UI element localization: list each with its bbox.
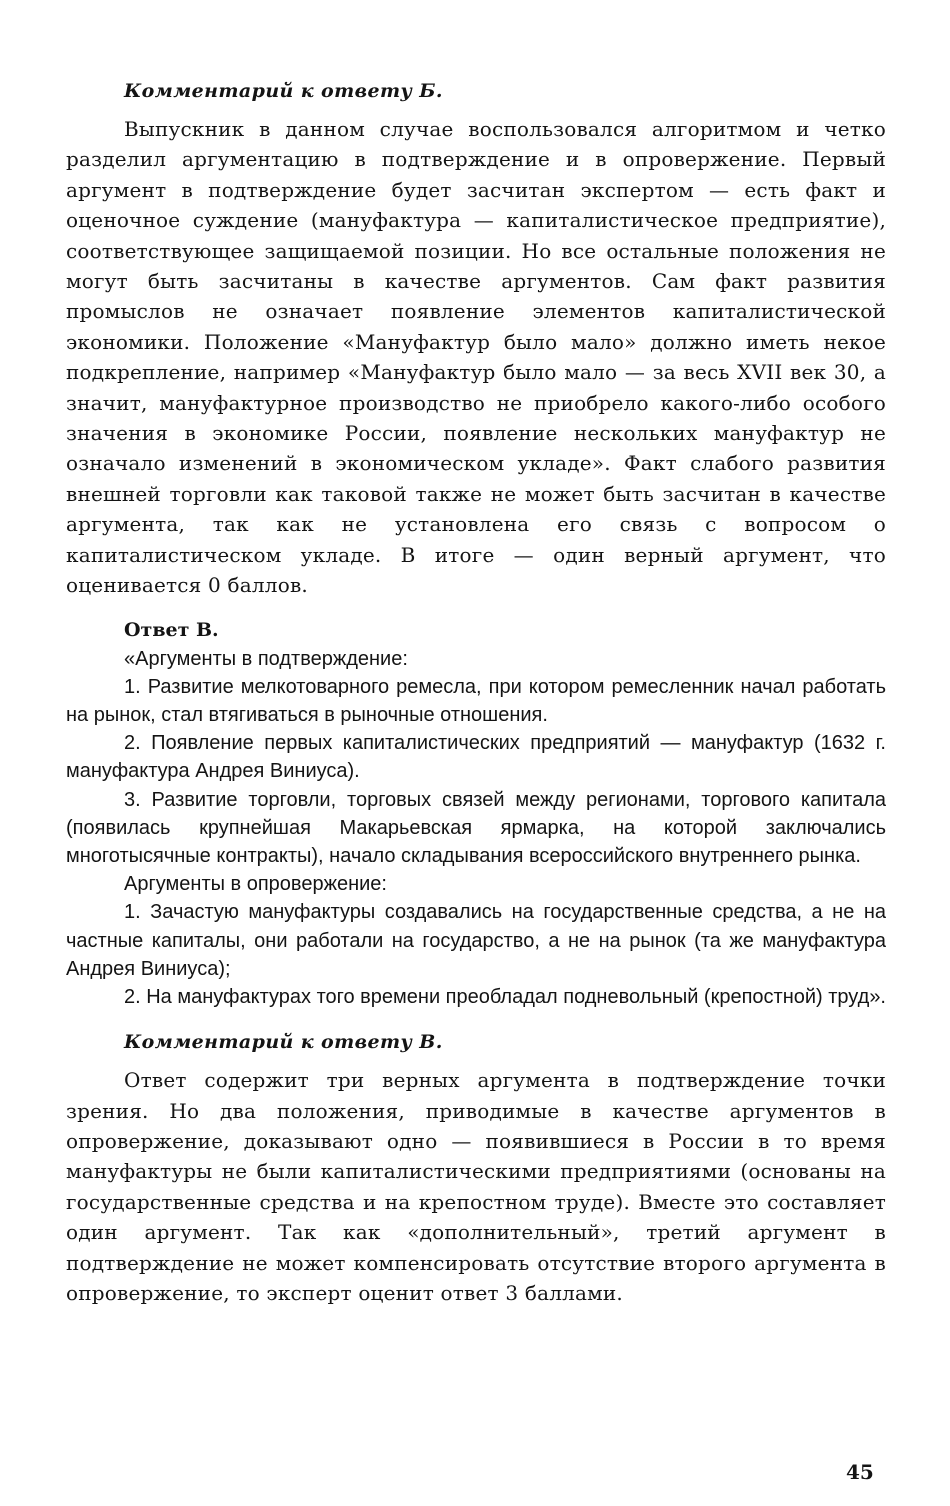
comment-v-heading: Комментарий к ответу В. <box>124 1031 443 1054</box>
contra-item-2: 2. На мануфактурах того времени преобладал подневольный (крепостной) труд». <box>124 985 886 1008</box>
answer-v-intro: «Аргументы в подтверждение: <box>124 647 408 670</box>
pro-item-2: 2. Появление первых капиталистических предприятий — мануфактур (1632 г. мануфактура Андрея Виниуса). <box>66 732 886 783</box>
answer-v-body <box>66 645 886 1012</box>
pro-item-1: 1. Развитие мелкотоварного ремесла, при котором ремесленник начал работать на рынок, стал втягиваться в рыночные отношения. <box>66 675 886 726</box>
comment-b-heading: Комментарий к ответу Б. <box>124 80 443 102</box>
contra-heading: Аргументы в опровержение: <box>124 873 387 896</box>
comment-b-text: Выпускник в данном случае воспользовался алгоритмом и четко разделил аргументацию в подтверждение и в опровержение. Первый аргумент в подтверждение будет засчитан экспертом — есть факт и оценочное суждение (мануфактура — капиталистическое предприятие), соответствующее защищаемой позиции. Но все остальные положения не могут быть засчитаны в качестве аргументов. Сам факт развития промыслов не означает появление элементов капиталистической экономики. Положение «Мануфактур было мало» должно иметь некое подкрепление, например «Мануфактур было мало — за весь XVII век 30, а значит, мануфактурное производство не приобрело какого-либо особого значения в экономике России, появление нескольких мануфактур не означало изменений в экономическом укладе». Факт слабого развития внешней торговли как таковой также не может быть засчитан в качестве аргумента, так как не установлена его связь с вопросом о капиталистическом укладе. В итоге — один верный аргумент, что оценивается 0 баллов. <box>66 117 886 598</box>
document-page <box>66 70 886 1308</box>
contra-item-1: 1. Зачастую мануфактуры создавались на государственные средства, а не на частные капиталы, они работали на государство, а не на рынок (та же мануфактура Андрея Виниуса); <box>66 901 886 980</box>
pro-item-3: 3. Развитие торговли, торговых связей между регионами, торгового капитала (появилась крупнейшая Макарьевская ярмарка, на которой заключались многотысячные контракты), начало складывания всероссийского внутреннего рынка. <box>66 788 886 867</box>
comment-v-text: Ответ содержит три верных аргумента в подтверждение точки зрения. Но два положения, приводимые в качестве аргументов в опровержение, доказывают одно — появившиеся в России в то время мануфактуры не были капиталистическими предприятиями (основаны на государственные средства и на крепостном труде). Вместе это составляет один аргумент. Так как «дополнительный», третий аргумент в подтверждение не может компенсировать отсутствие второго аргумента в опровержение, то эксперт оценит ответ 3 баллами. <box>66 1068 886 1305</box>
page-number: 45 <box>846 1460 874 1484</box>
answer-v-title: Ответ В. <box>124 618 219 641</box>
